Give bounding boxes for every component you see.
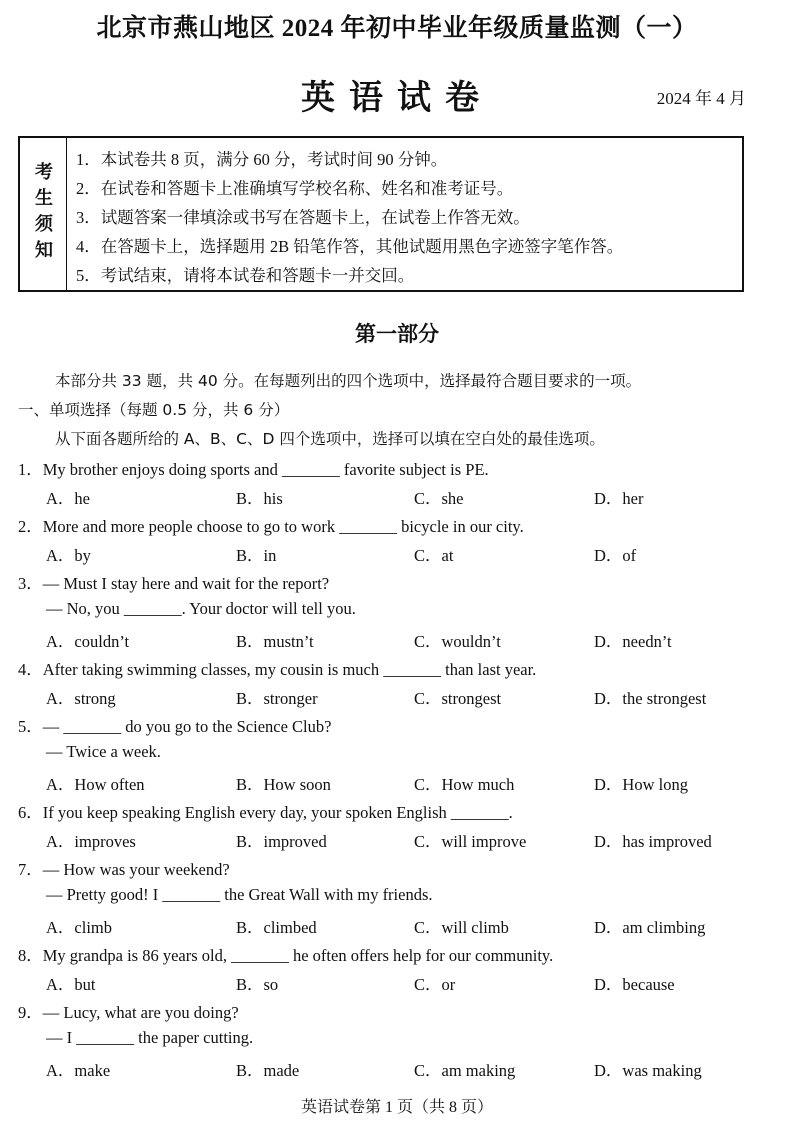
answer-option: C．am making	[414, 1060, 516, 1080]
question-dialogue-line: — Pretty good! I _______ the Great Wall with my friends.	[46, 885, 433, 904]
question-stem: 2．More and more people choose to go to work _______ bicycle in our city.	[18, 517, 524, 537]
answer-option: A．by	[46, 545, 91, 565]
answer-option: B．climbed	[236, 917, 317, 937]
answer-option: A．strong	[46, 688, 116, 708]
answer-option: A．How often	[46, 774, 145, 794]
answer-option: A．improves	[46, 831, 136, 851]
question-stem: 7．— How was your weekend?	[18, 860, 230, 880]
answer-option: C．strongest	[414, 688, 502, 708]
answer-option: B．improved	[236, 831, 327, 851]
part-intro: 本部分共 33 题，共 40 分。在每题列出的四个选项中，选择最符合题目要求的一项。	[55, 372, 642, 390]
answer-option: B．made	[236, 1060, 300, 1080]
answer-option: A．climb	[46, 917, 112, 937]
answer-option: D．How long	[594, 774, 688, 794]
question-dialogue-line: — I _______ the paper cutting.	[46, 1028, 254, 1047]
answer-option: B．How soon	[236, 774, 331, 794]
question-stem: 6．If you keep speaking English every day, your spoken English _______.	[18, 803, 513, 823]
answer-option: D．because	[594, 974, 675, 994]
answer-option: D．am climbing	[594, 917, 706, 937]
question-stem: 4．After taking swimming classes, my cousin is much _______ than last year.	[18, 660, 537, 680]
subject-title: 英语试卷	[301, 80, 493, 117]
question-dialogue-line: — Twice a week.	[46, 742, 161, 761]
question-stem: 8．My grandpa is 86 years old, _______ he often offers help for our community.	[18, 946, 554, 966]
answer-option: B．in	[236, 545, 277, 565]
notice-label-cell	[20, 138, 67, 290]
notice-rule: 3．试题答案一律填涂或书写在答题卡上，在试卷上作答无效。	[76, 208, 530, 227]
answer-option: A．couldn’t	[46, 631, 130, 651]
answer-option: D．the strongest	[594, 688, 707, 708]
question-stem: 5．— _______ do you go to the Science Club?	[18, 717, 332, 737]
answer-option: B．so	[236, 974, 279, 994]
question-dialogue-line: — No, you _______. Your doctor will tell you.	[46, 599, 356, 618]
exam-title: 北京市燕山地区 2024 年初中毕业年级质量监测（一）	[96, 15, 698, 42]
answer-option: A．he	[46, 488, 90, 508]
answer-option: C．she	[414, 488, 464, 508]
answer-option: C．How much	[414, 774, 515, 794]
answer-option: D．needn’t	[594, 631, 672, 651]
part-heading: 第一部分	[355, 322, 439, 346]
answer-option: A．make	[46, 1060, 111, 1080]
answer-option: D．of	[594, 545, 637, 565]
question-stem: 1．My brother enjoys doing sports and _______ favorite subject is PE.	[18, 460, 489, 479]
answer-option: C．will improve	[414, 831, 527, 851]
answer-option: B．stronger	[236, 688, 318, 708]
notice-rule: 5．考试结束，请将本试卷和答题卡一并交回。	[76, 266, 415, 285]
answer-option: D．was making	[594, 1060, 702, 1080]
notice-box	[18, 136, 744, 292]
answer-option: D．has improved	[594, 831, 712, 851]
page-footer: 英语试卷第 1 页（共 8 页）	[300, 1099, 493, 1116]
answer-option: A．but	[46, 974, 96, 994]
answer-option: D．her	[594, 488, 644, 508]
answer-option: B．his	[236, 488, 283, 508]
notice-rule: 4．在答题卡上，选择题用 2B 铅笔作答，其他试题用黑色字迹签字笔作答。	[76, 237, 624, 256]
section-instruction: 从下面各题所给的 A、B、C、D 四个选项中，选择可以填在空白处的最佳选项。	[55, 430, 605, 448]
question-stem: 3．— Must I stay here and wait for the report?	[18, 574, 330, 594]
exam-date: 2024 年 4 月	[656, 89, 746, 108]
notice-rule: 1．本试卷共 8 页，满分 60 分，考试时间 90 分钟。	[76, 150, 448, 169]
question-stem: 9．— Lucy, what are you doing?	[18, 1003, 239, 1023]
section-title: 一、单项选择（每题 0.5 分，共 6 分）	[18, 401, 290, 419]
answer-option: C．at	[414, 545, 454, 565]
answer-option: B．mustn’t	[236, 631, 314, 651]
notice-label: 考生须知	[33, 162, 53, 266]
answer-option: C．wouldn’t	[414, 631, 501, 651]
answer-option: C．will climb	[414, 917, 509, 937]
notice-rule: 2．在试卷和答题卡上准确填写学校名称、姓名和准考证号。	[76, 179, 514, 198]
answer-option: C．or	[414, 974, 456, 994]
